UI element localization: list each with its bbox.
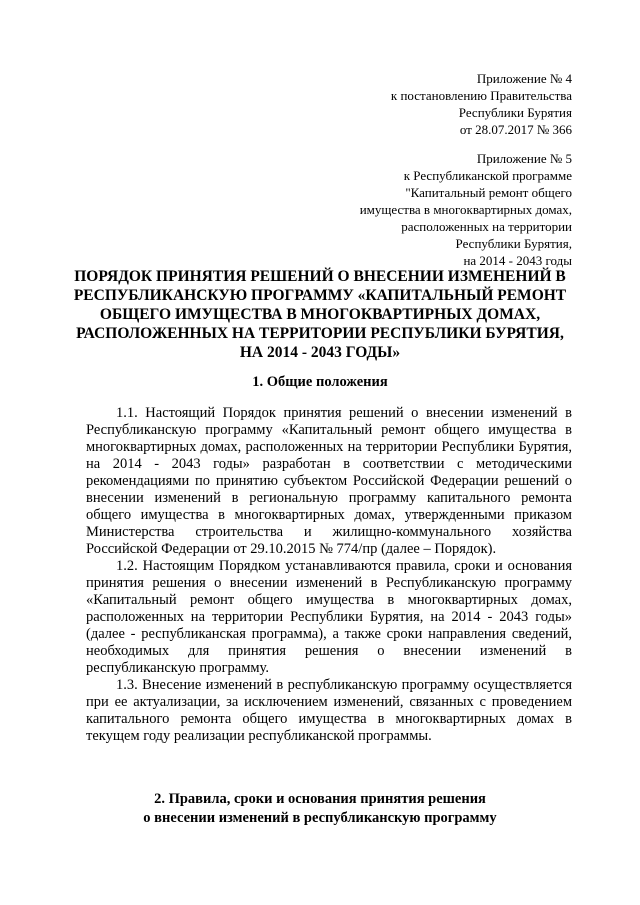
annex-5-line: "Капитальный ремонт общего — [405, 185, 572, 200]
paragraph-1-3: 1.3. Внесение изменений в республиканскую программу осуществляется при ее актуализации, за исключением изменений, связанных с проведением капитального ремонта общего имущества в многоквартирных домах в текущем году реализации республиканской программы. — [86, 677, 572, 744]
annex-4-line: от 28.07.2017 № 366 — [459, 122, 572, 137]
title-line: НА 2014 - 2043 ГОДЫ» — [239, 344, 401, 361]
section-1-body — [86, 405, 572, 745]
annex-5-line: Республики Бурятия, — [455, 236, 572, 251]
document-title — [70, 267, 570, 362]
annex-4-header — [391, 70, 572, 138]
title-line: ОБЩЕГО ИМУЩЕСТВА В МНОГОКВАРТИРНЫХ ДОМАХ, — [99, 306, 541, 323]
title-line: РЕСПУБЛИКАНСКУЮ ПРОГРАММУ «КАПИТАЛЬНЫЙ РЕМОНТ — [73, 287, 567, 304]
title-line: РАСПОЛОЖЕННЫХ НА ТЕРРИТОРИИ РЕСПУБЛИКИ БУРЯТИЯ, — [76, 325, 564, 342]
title-line: ПОРЯДОК ПРИНЯТИЯ РЕШЕНИЙ О ВНЕСЕНИИ ИЗМЕНЕНИЙ В — [74, 268, 566, 285]
annex-5-header — [360, 150, 572, 269]
section-2-heading-line: 2. Правила, сроки и основания принятия решения — [154, 791, 486, 807]
annex-4-line: Приложение № 4 — [476, 71, 572, 86]
annex-5-line: к Республиканской программе — [403, 168, 572, 183]
annex-5-line: на 2014 - 2043 годы — [463, 253, 572, 268]
annex-5-line: расположенных на территории — [401, 219, 572, 234]
annex-5-line: Приложение № 5 — [476, 151, 572, 166]
paragraph-1-1: 1.1. Настоящий Порядок принятия решений о внесении изменений в Республиканскую программу «Капитальный ремонт общего имущества в многоквартирных домах, расположенных на территории Республики Бурятия, на 2014 - 2043 годы» разработан в соответствии с методическими рекомендациями по принятию субъектом Российской Федерации решений о внесении изменений в региональную программу капитального ремонта общего имущества в многоквартирных домах, утвержденными приказом Министерства строительства и жилищно-коммунального хозяйства Российской Федерации от 29.10.2015 № 774/пр (далее – Порядок). — [86, 405, 572, 557]
annex-4-line: Республики Бурятия — [458, 105, 572, 120]
paragraph-1-2: 1.2. Настоящим Порядком устанавливаются правила, сроки и основания принятия решения о внесении изменений в Республиканскую программу «Капитальный ремонт общего имущества в многоквартирных домах, расположенных на территории Республики Бурятия, на 2014 - 2043 годы» (далее - республиканская программа), а также сроки направления сведений, необходимых для принятия решения о внесении изменений в республиканскую программу. — [86, 558, 572, 676]
section-2-heading-line: о внесении изменений в республиканскую программу — [143, 810, 497, 826]
annex-5-line: имущества в многоквартирных домах, — [359, 202, 572, 217]
section-1-heading: 1. Общие положения — [252, 374, 388, 390]
annex-4-line: к постановлению Правительства — [390, 88, 572, 103]
section-2-heading — [70, 790, 570, 828]
